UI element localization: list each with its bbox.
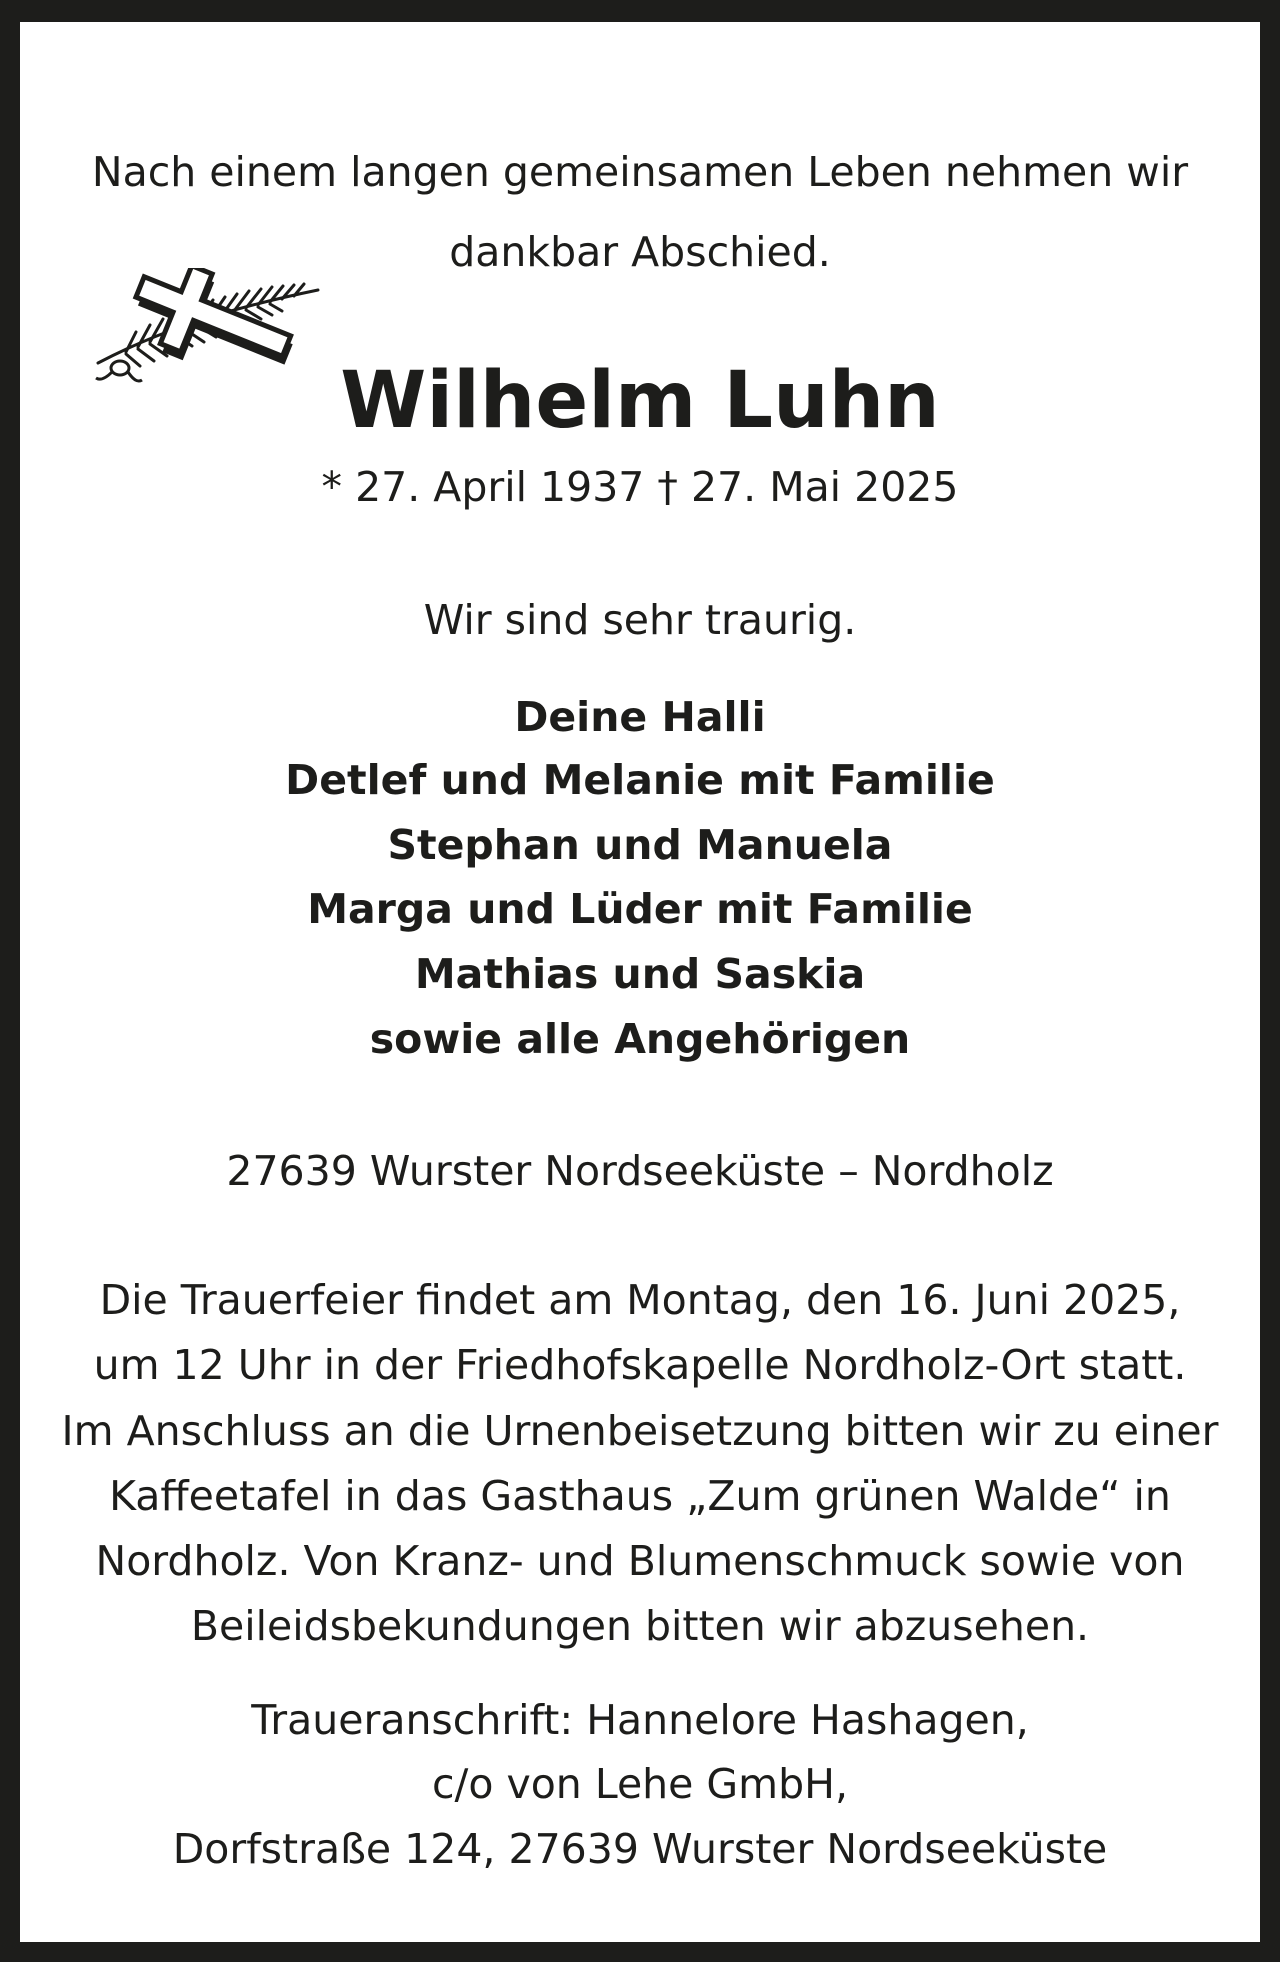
mourner-line: Stephan und Manuela [387,821,893,869]
deceased-name: Wilhelm Luhn [340,356,940,446]
ceremony-line: Im Anschluss an die Urnenbeisetzung bitten wir zu einer [61,1407,1219,1455]
address-line: Traueranschrift: Hannelore Hashagen, [251,1696,1029,1744]
ceremony-line: Nordholz. Von Kranz- und Blumenschmuck sowie von [95,1537,1185,1585]
ceremony-line: Kaffeetafel in das Gasthaus „Zum grünen Walde“ in [109,1472,1171,1520]
location-line: 27639 Wurster Nordseeküste – Nordholz [226,1147,1054,1195]
mourner-line: sowie alle Angehörigen [369,1015,911,1063]
mourner-line: Mathias und Saskia [414,950,866,998]
life-dates: * 27. April 1937 † 27. Mai 2025 [321,463,959,511]
intro-line-1: Nach einem langen gemeinsamen Leben nehmen wir [91,148,1189,196]
mourner-line: Marga und Lüder mit Familie [307,885,973,933]
ceremony-line: Beileidsbekundungen bitten wir abzusehen. [190,1602,1090,1650]
address-line: c/o von Lehe GmbH, [431,1760,849,1808]
mourner-line: Detlef und Melanie mit Familie [285,756,995,804]
sad-line: Wir sind sehr traurig. [423,596,857,644]
intro-line-2: dankbar Abschied. [449,228,831,276]
ceremony-line: um 12 Uhr in der Friedhofskapelle Nordholz-Ort statt. [93,1341,1187,1389]
mourner-line: Deine Halli [514,693,766,741]
ceremony-line: Die Trauerfeier findet am Montag, den 16. Juni 2025, [99,1276,1181,1324]
address-line: Dorfstraße 124, 27639 Wurster Nordseeküste [172,1825,1108,1873]
